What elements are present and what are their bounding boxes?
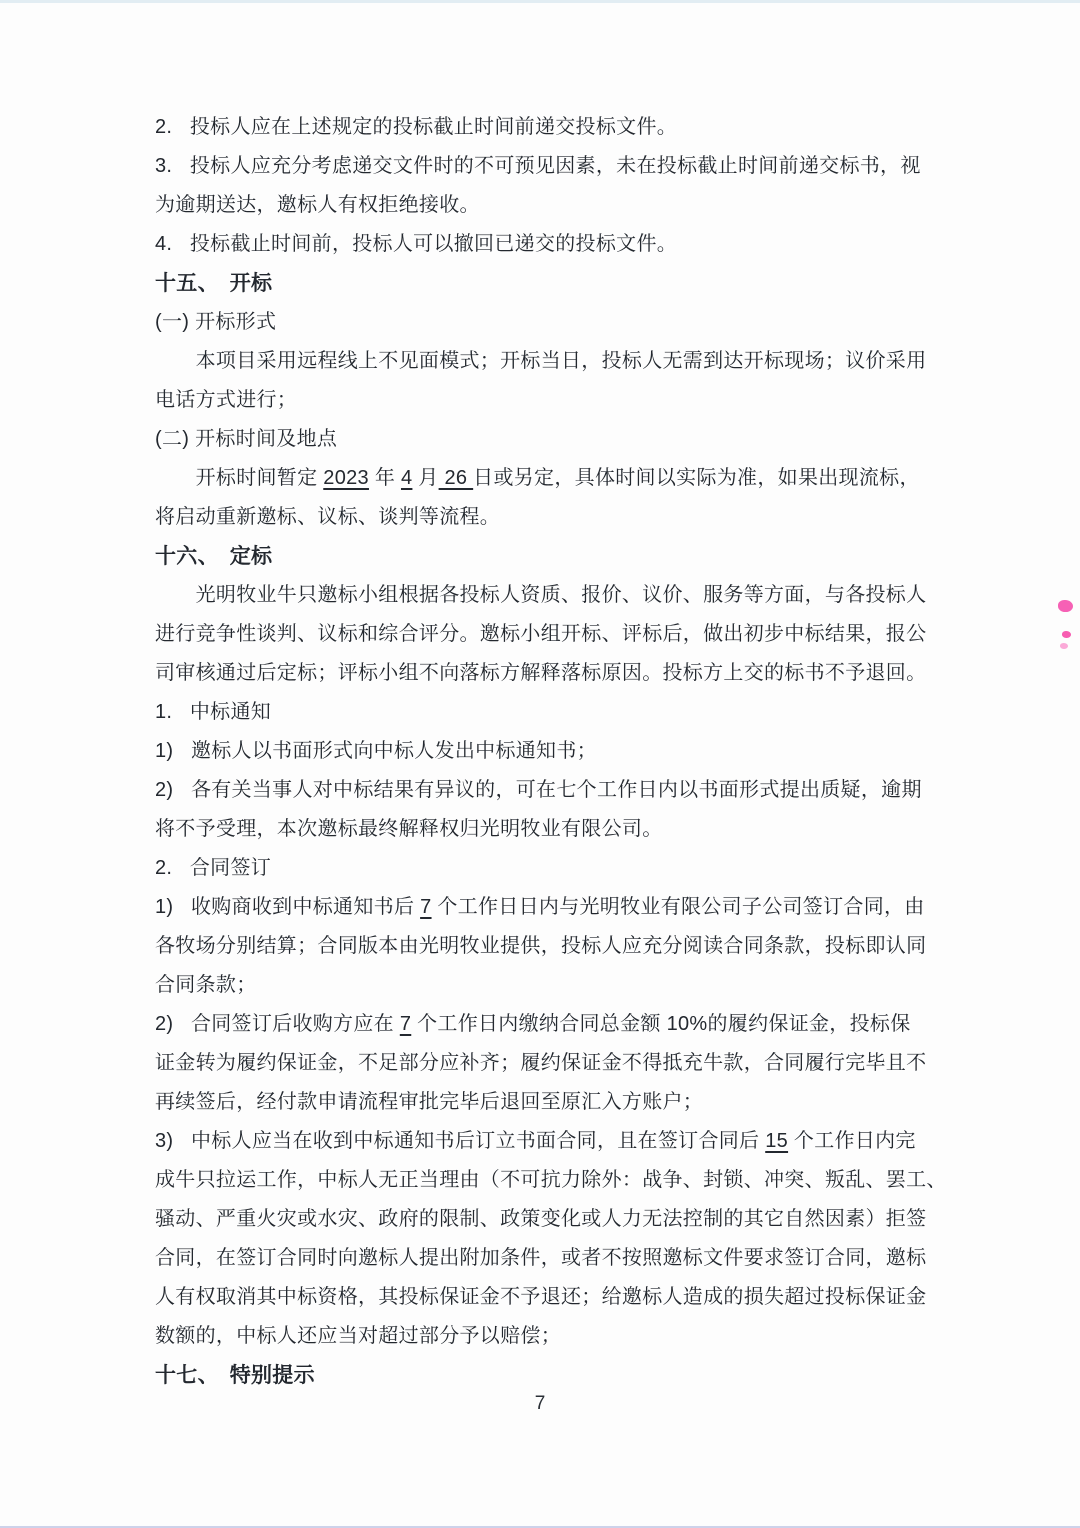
page-number: 7 — [534, 1393, 546, 1414]
text-line: 人有权取消其中标资格，其投标保证金不予退还；给邀标人造成的损失超过投标保证金 — [155, 1286, 927, 1308]
underlined-value: 7 — [420, 896, 432, 918]
text-line: 光明牧业牛只邀标小组根据各投标人资质、报价、议价、服务等方面，与各投标人 — [155, 584, 927, 606]
text-line: 骚动、严重火灾或水灾、政府的限制、政策变化或人力无法控制的其它自然因素）拒签 — [155, 1208, 927, 1230]
text-line: 1. 中标通知 — [155, 701, 272, 723]
text-line: 1) 邀标人以书面形式向中标人发出中标通知书； — [155, 740, 597, 762]
text-line: 3) 中标人应当在收到中标通知书后订立书面合同，且在签订合同后 15 个工作日内完 — [155, 1130, 916, 1152]
text-line: (二) 开标时间及地点 — [155, 428, 338, 450]
text-line: 各牧场分别结算；合同版本由光明牧业提供，投标人应充分阅读合同条款，投标即认同 — [155, 935, 927, 957]
text-line: 司审核通过后定标；评标小组不向落标方解释落标原因。投标方上交的标书不予退回。 — [155, 662, 927, 684]
text-line: 开标时间暂定 2023 年 4 月 26 日或另定，具体时间以实际为准，如果出现流标， — [155, 467, 920, 489]
text-line: 1) 收购商收到中标通知书后 7 个工作日日内与光明牧业有限公司子公司签订合同，由 — [155, 896, 925, 918]
text-line: 2) 各有关当事人对中标结果有异议的，可在七个工作日内以书面形式提出质疑，逾期 — [155, 779, 922, 801]
text-line: 进行竞争性谈判、议标和综合评分。邀标小组开标、评标后，做出初步中标结果，报公 — [155, 623, 927, 645]
pink-ink-mark — [1058, 600, 1073, 612]
text-line: 4. 投标截止时间前，投标人可以撤回已递交的投标文件。 — [155, 233, 678, 255]
text-line: 为逾期送达，邀标人有权拒绝接收。 — [155, 194, 480, 216]
section-heading: 十七、 特别提示 — [155, 1364, 315, 1387]
scan-edge-top — [0, 0, 1080, 3]
text-line: 3. 投标人应充分考虑递交文件时的不可预见因素，未在投标截止时间前递交标书，视 — [155, 155, 921, 177]
text-line: 证金转为履约保证金，不足部分应补齐；履约保证金不得抵充牛款，合同履行完毕且不 — [155, 1052, 927, 1074]
section-heading: 十五、 开标 — [155, 272, 273, 295]
text-line: 再续签后，经付款申请流程审批完毕后退回至原汇入方账户； — [155, 1091, 704, 1113]
pink-ink-mark — [1062, 631, 1071, 638]
underlined-value: 15 — [765, 1130, 789, 1152]
underlined-value: 7 — [399, 1013, 412, 1035]
text-line: 2. 投标人应在上述规定的投标截止时间前递交投标文件。 — [155, 116, 678, 138]
text-line: 将启动重新邀标、议标、谈判等流程。 — [155, 506, 501, 528]
underlined-value: 26 — [438, 467, 474, 489]
text-line: 电话方式进行； — [155, 389, 298, 411]
text-line: 将不予受理，本次邀标最终解释权归光明牧业有限公司。 — [155, 818, 663, 840]
underlined-value: 2023 — [323, 467, 369, 489]
underlined-value: 4 — [400, 467, 413, 489]
document-text — [155, 108, 945, 1395]
text-line: 数额的，中标人还应当对超过部分予以赔偿； — [155, 1325, 561, 1347]
text-line: 合同条款； — [155, 974, 257, 996]
pink-ink-mark — [1060, 643, 1068, 649]
text-line: 合同，在签订合同时向邀标人提出附加条件，或者不按照邀标文件要求签订合同，邀标 — [155, 1247, 927, 1269]
section-heading: 十六、 定标 — [155, 545, 273, 568]
text-line: 2. 合同签订 — [155, 857, 272, 879]
text-line: (一) 开标形式 — [155, 311, 277, 333]
text-line: 本项目采用远程线上不见面模式；开标当日，投标人无需到达开标现场；议价采用 — [155, 350, 927, 372]
text-line: 2) 合同签订后收购方应在 7 个工作日内缴纳合同总金额 10%的履约保证金，投标保 — [155, 1013, 911, 1035]
text-line: 成牛只拉运工作，中标人无正当理由（不可抗力除外：战争、封锁、冲突、叛乱、罢工、 — [155, 1169, 947, 1191]
